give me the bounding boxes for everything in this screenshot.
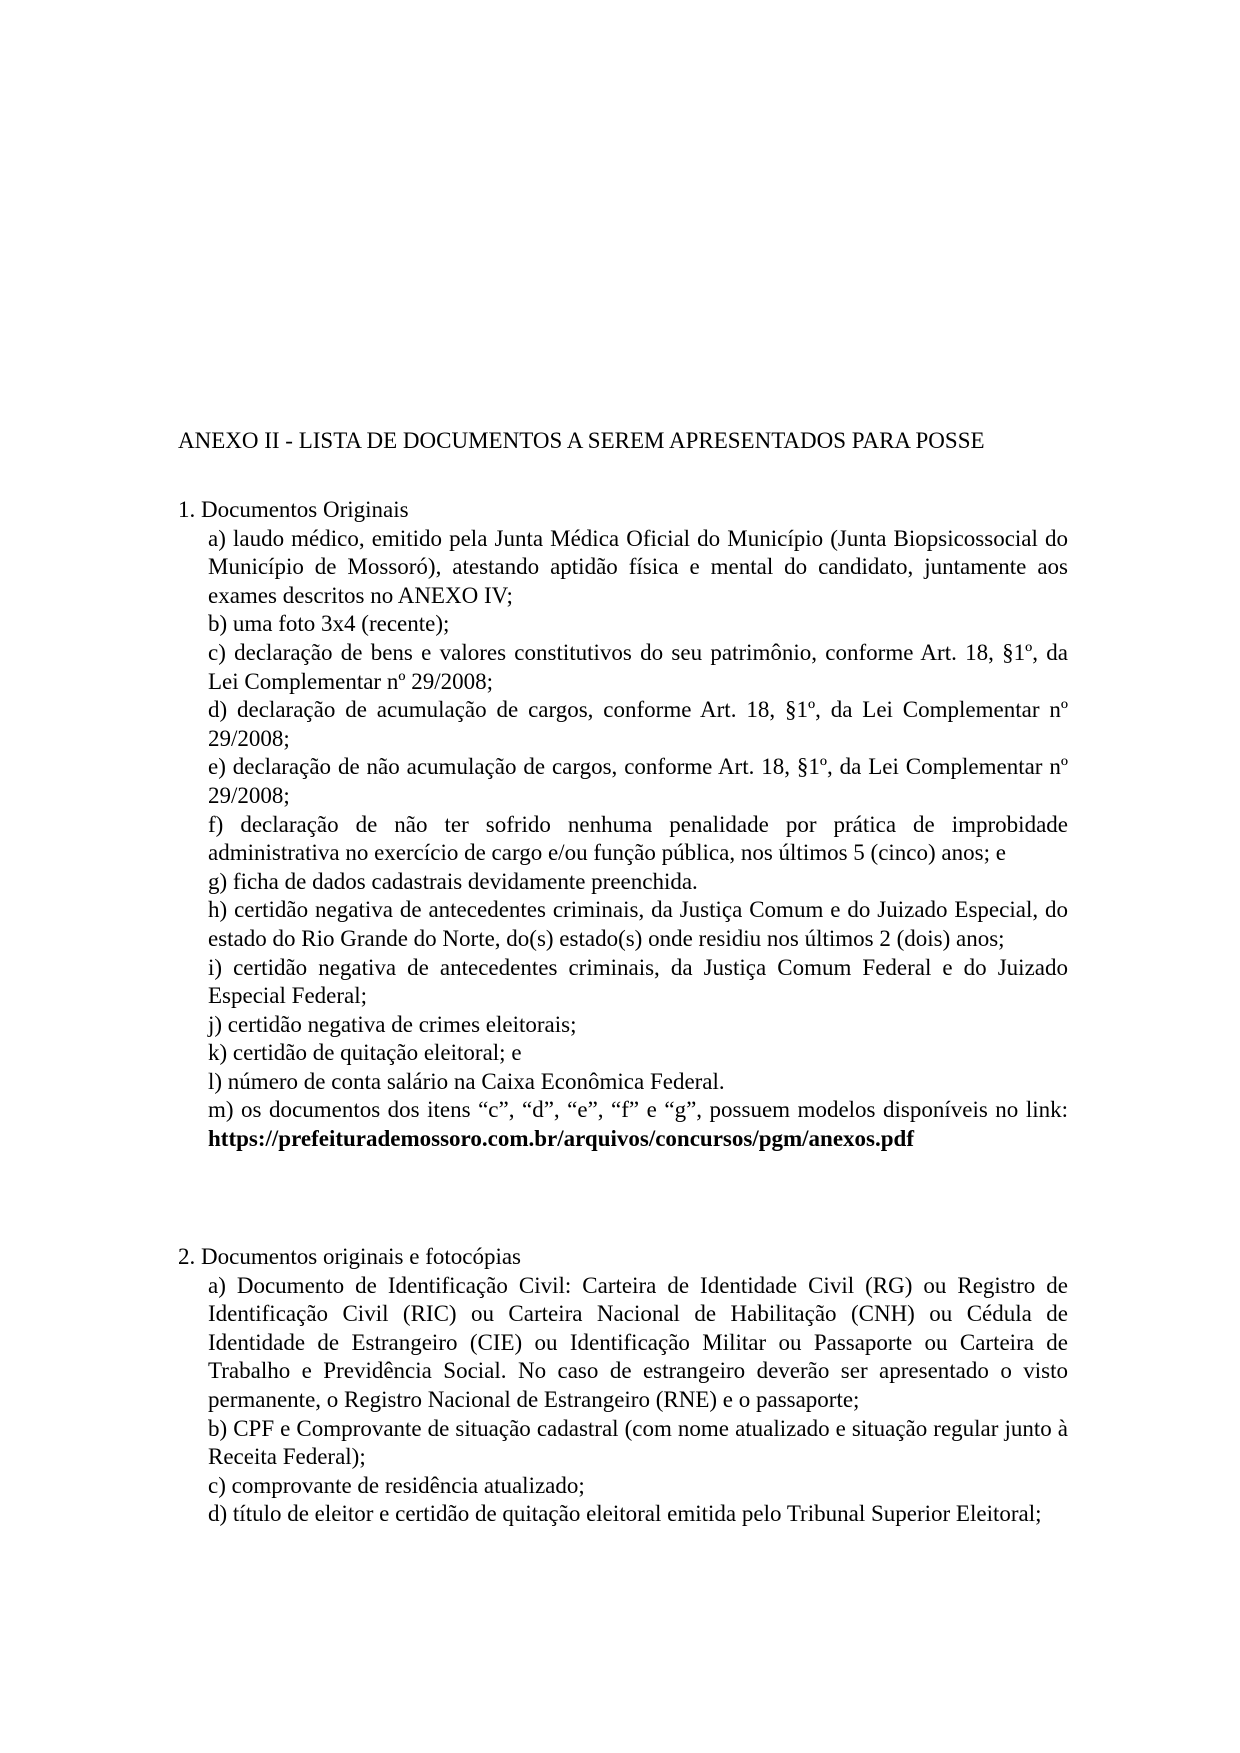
list-item: g) ficha de dados cadastrais devidamente preenchida. xyxy=(208,868,698,894)
list-item: a) Documento de Identificação Civil: Carteira de Identidade Civil (RG) ou Registro de Identificação Civil (RIC) ou Carteira Nacional de Habilitação (CNH) ou Cédula de Identidade de Estrangeiro (CIE) ou Identificação Militar ou Passaporte ou Carteira de Trabalho e Previdência Social. No caso de estrangeiro deverão ser apresentado o visto permanente, o Registro Nacional de Estrangeiro (RNE) e o passaporte; xyxy=(208,1272,1068,1412)
list-item: d) declaração de acumulação de cargos, conforme Art. 18, §1º, da Lei Complementar nº 29/2008; xyxy=(208,697,1068,751)
list-item: c) comprovante de residência atualizado; xyxy=(208,1472,585,1498)
section-original-documents xyxy=(178,496,1068,1154)
document-list xyxy=(178,525,1068,1154)
list-item: h) certidão negativa de antecedentes criminais, da Justiça Comum e do Juizado Especial, do estado do Rio Grande do Norte, do(s) estado(s) onde residiu nos últimos 2 (dois) anos; xyxy=(208,897,1068,951)
list-item: b) CPF e Comprovante de situação cadastral (com nome atualizado e situação regular junto à Receita Federal); xyxy=(208,1415,1068,1470)
document-list xyxy=(178,1272,1068,1529)
list-item: k) certidão de quitação eleitoral; e xyxy=(208,1040,522,1066)
list-item: j) certidão negativa de crimes eleitorais; xyxy=(208,1011,577,1037)
document-title: ANEXO II - LISTA DE DOCUMENTOS A SEREM APRESENTADOS PARA POSSE xyxy=(178,428,985,453)
list-item: a) laudo médico, emitido pela Junta Médica Oficial do Município (Junta Biopsicossocial do Município de Mossoró), atestando aptidão física e mental do candidato, juntamente aos exames descritos no ANEXO IV; xyxy=(208,525,1068,608)
templates-note xyxy=(208,1096,1068,1153)
templates-link[interactable]: https://prefeiturademossoro.com.br/arquivos/concursos/pgm/anexos.pdf xyxy=(208,1126,915,1152)
section-heading: 2. Documentos originais e fotocópias xyxy=(178,1244,522,1269)
section-originals-and-copies xyxy=(178,1243,1068,1529)
list-item: i) certidão negativa de antecedentes criminais, da Justiça Comum Federal e do Juizado Especial Federal; xyxy=(208,954,1068,1009)
list-item: b) uma foto 3x4 (recente); xyxy=(208,611,450,637)
templates-note-text: m) os documentos dos itens “c”, “d”, “e”, “f” e “g”, possuem modelos disponíveis no link: xyxy=(208,1097,1068,1123)
list-item: e) declaração de não acumulação de cargos, conforme Art. 18, §1º, da Lei Complementar nº 29/2008; xyxy=(208,754,1068,808)
list-item: l) número de conta salário na Caixa Econômica Federal. xyxy=(208,1068,725,1094)
list-item: d) título de eleitor e certidão de quitação eleitoral emitida pelo Tribunal Superior Eleitoral; xyxy=(208,1501,1042,1527)
list-item: c) declaração de bens e valores constitutivos do seu patrimônio, conforme Art. 18, §1º, da Lei Complementar nº 29/2008; xyxy=(208,639,1068,694)
list-item: f) declaração de não ter sofrido nenhuma penalidade por prática de improbidade administrativa no exercício de cargo e/ou função pública, nos últimos 5 (cinco) anos; e xyxy=(208,811,1068,866)
section-heading: 1. Documentos Originais xyxy=(178,497,409,522)
